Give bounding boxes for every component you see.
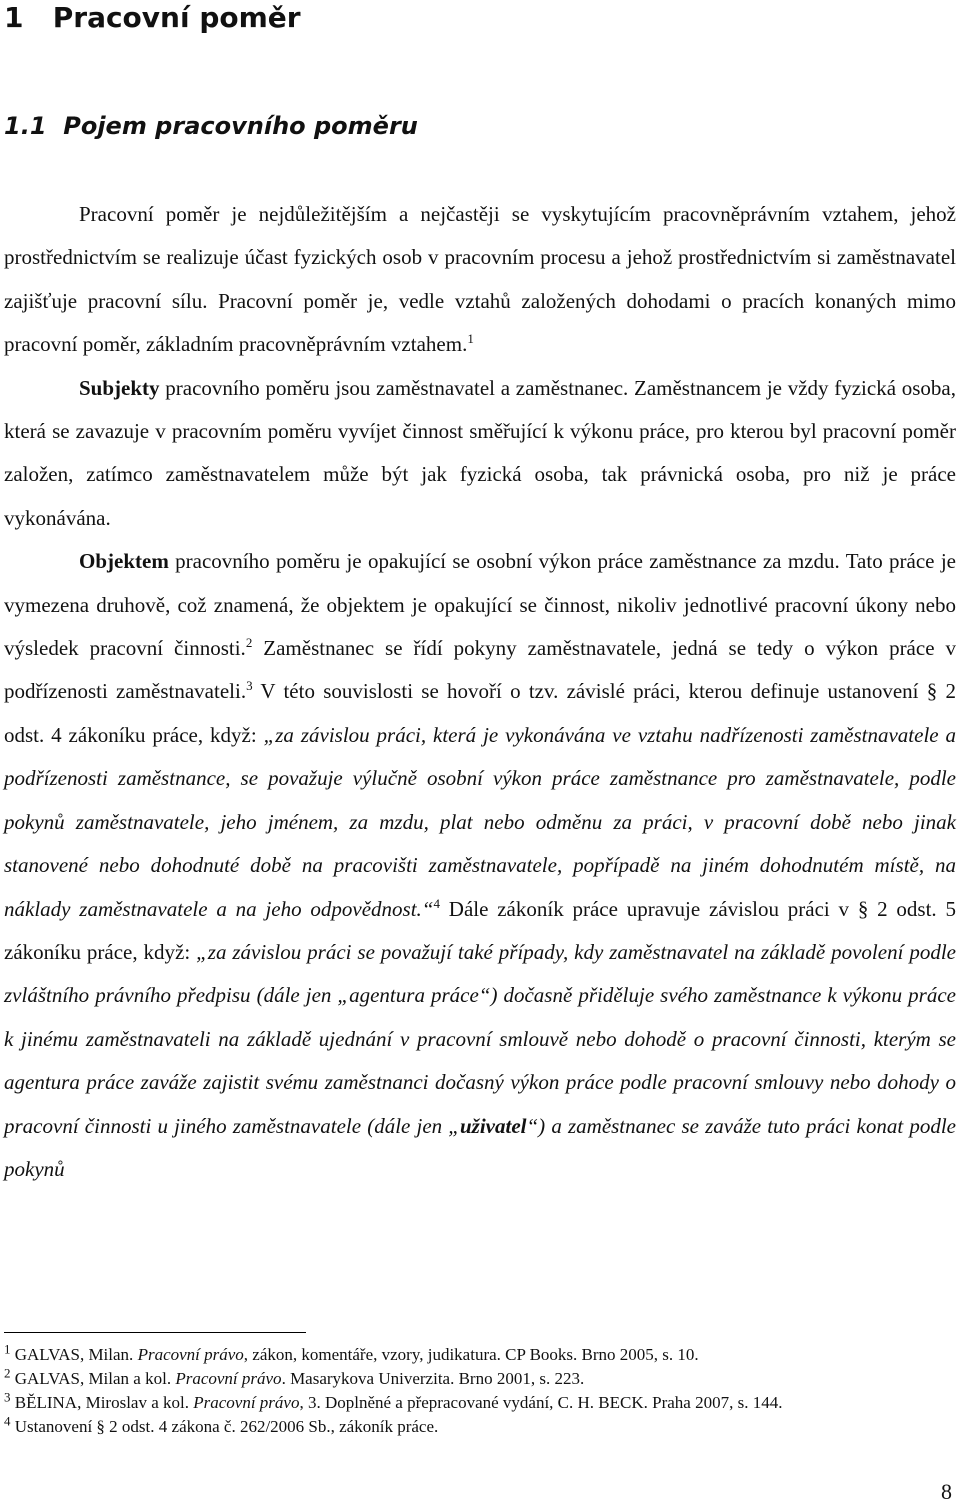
term-subjects: Subjekty: [79, 375, 160, 400]
paragraph-text: Pracovní poměr je nejdůležitějším a nejčastěji se vyskytujícím pracovněprávním vztahem, jehož prostřednictvím se realizuje účast fyzických osob v pracovním procesu a jehož prostřednictvím si zaměstnavatel zajišťuje pracovní sílu. Pracovní poměr je, vedle vztahů založených dohodami o pracích konaných mimo pracovní poměr, základním pracovněprávním vztahem.: [4, 202, 956, 357]
paragraph-text: Dále zákoník práce upravuje závislou práci v § 2 odst. 5 zákoníku práce, když:: [4, 896, 956, 964]
chapter-number: 1: [4, 1, 24, 34]
section-heading: [4, 110, 418, 142]
paragraph-text: pracovního poměru je opakující se osobní výkon práce zaměstnance za mzdu. Tato práce je vymezena druhově, což znamená, že objektem je opakující se činnost, nikoliv jednotlivé pracovní úkony nebo výsledek pracovní činnosti.: [4, 549, 956, 661]
footnote: [4, 1365, 934, 1390]
footnote-title: Pracovní právo: [175, 1369, 282, 1388]
quote-text: „za závislou práci se považují také případy, kdy zaměstnavatel na základě povolení podle zvláštního právního předpisu (dále jen „agentura práce“) dočasně přiděluje svého zaměstnance k výkonu práce k jinému zaměstnavateli na základě ujednání v pracovní smlouvě nebo dohodě o pracovní činnosti, kterým se agentura práce zaváže zajistit svému zaměstnanci dočasný výkon práce podle pracovní smlouvy nebo dohody o pracovní činnosti u jiného zaměstnavatele (dále jen „: [4, 939, 956, 1138]
section-title: Pojem pracovního poměru: [63, 112, 418, 140]
footnote-number: 2: [4, 1365, 11, 1381]
footnote-text: GALVAS, Milan a kol.: [14, 1369, 176, 1388]
quote-text: “) a zaměstnanec se zaváže tuto práci konat podle pokynů: [4, 1113, 956, 1181]
term-object: Objektem: [79, 549, 169, 574]
page-number: 8: [941, 1479, 952, 1504]
quote-dependent-work: „za závislou práci, která je vykonávána ve vztahu nadřízenosti zaměstnavatele a podřízenosti zaměstnance, se považuje výlučně osobní výkon práce zaměstnance pro zaměstnavatele, podle pokynů zaměstnavatele, jeho jménem, za mzdu, plat nebo odměnu za práci, v pracovní době nebo jinak stanovené nebo dohodnuté době na pracovišti zaměstnavatele, popřípadě na jiném dohodnutém místě, na náklady zaměstnavatele a na jeho odpovědnost.“: [4, 722, 956, 921]
chapter-heading: [4, 0, 301, 36]
paragraph-object: [4, 540, 956, 1191]
paragraph-text: pracovního poměru jsou zaměstnavatel a zaměstnanec. Zaměstnancem je vždy fyzická osoba, která se zavazuje v pracovním poměru vyvíjet činnost směřující k výkonu práce, pro kterou byl pracovní poměr založen, zatímco zaměstnavatelem může být jak fyzická osoba, tak právnická osoba, pro niž je práce vykonávána.: [4, 375, 956, 530]
footnote-ref: 3: [246, 678, 253, 694]
paragraph-intro: [4, 193, 956, 367]
footnote-text: , zákon, komentáře, vzory, judikatura. CP Books. Brno 2005, s. 10.: [243, 1345, 699, 1364]
body-text: [4, 193, 956, 1191]
paragraph-text: V této souvislosti se hovoří o tzv. závislé práci, kterou definuje ustanovení § 2 odst. 4 zákoníku práce, když:: [4, 679, 956, 747]
footnote: [4, 1413, 934, 1438]
term-user: uživatel: [460, 1113, 527, 1138]
footnote-title: Pracovní právo: [137, 1345, 244, 1364]
footnote-text: GALVAS, Milan.: [14, 1345, 138, 1364]
footnote-text: BĚLINA, Miroslav a kol.: [14, 1393, 194, 1412]
footnote-ref: 4: [433, 895, 440, 911]
footnote-separator: [4, 1332, 306, 1333]
footnote: [4, 1341, 934, 1366]
footnote-title: Pracovní právo: [193, 1393, 300, 1412]
chapter-title: Pracovní poměr: [52, 1, 301, 34]
footnote-number: 3: [4, 1389, 11, 1405]
footnote-text: . Masarykova Univerzita. Brno 2001, s. 223.: [281, 1369, 585, 1388]
footnote-number: 1: [4, 1341, 11, 1357]
footnote-number: 4: [4, 1413, 11, 1429]
paragraph-text: Zaměstnanec se řídí pokyny zaměstnavatele, jedná se tedy o výkon práce v podřízenosti zaměstnavateli.: [4, 636, 956, 704]
footnotes: [4, 1341, 934, 1440]
footnote-ref: 1: [467, 331, 474, 347]
footnote: [4, 1389, 934, 1414]
section-number: 1.1: [4, 112, 47, 140]
paragraph-subjects: [4, 367, 956, 541]
footnote-text: , 3. Doplněné a přepracované vydání, C. H. BECK. Praha 2007, s. 144.: [299, 1393, 783, 1412]
quote-agency-work: [4, 940, 956, 1181]
footnote-text: Ustanovení § 2 odst. 4 zákona č. 262/2006 Sb., zákoník práce.: [14, 1417, 439, 1436]
footnote-ref: 2: [245, 635, 253, 651]
